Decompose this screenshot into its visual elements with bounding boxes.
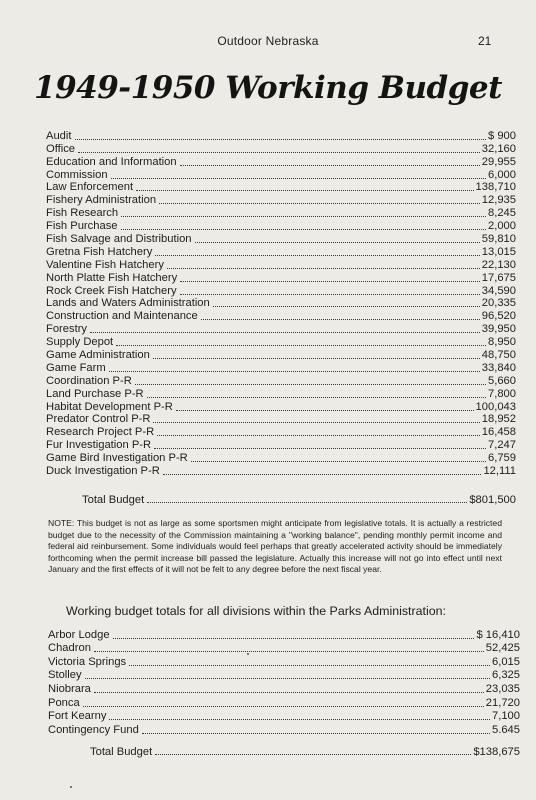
dot-leader (167, 267, 480, 269)
budget-row-label: Land Purchase P-R (46, 387, 144, 400)
dot-leader (121, 228, 486, 230)
budget-row-label: Game Administration (46, 349, 150, 362)
budget-row (46, 156, 516, 169)
budget-row-value: 48,750 (481, 349, 516, 362)
dot-leader (155, 254, 479, 256)
budget-row-label: Game Farm (46, 361, 106, 374)
budget-row-value: 17,675 (481, 271, 516, 284)
budget-row (46, 336, 516, 349)
parks-row-value: 52,425 (485, 642, 520, 655)
parks-row (48, 669, 520, 683)
budget-row-value: 5,660 (488, 374, 516, 387)
budget-row (46, 414, 516, 427)
budget-row-value: 13,015 (481, 245, 516, 258)
budget-row-value: 7,247 (488, 439, 516, 452)
budget-row-label: Law Enforcement (46, 181, 134, 194)
dot-leader (142, 732, 490, 734)
dot-leader (176, 409, 474, 411)
parks-row-value: $ 16,410 (476, 628, 520, 641)
parks-row-value: 23,035 (485, 682, 520, 695)
budget-total-label: Total Budget (82, 494, 145, 506)
dot-leader (154, 447, 486, 449)
dot-leader (159, 202, 480, 204)
dot-leader (116, 344, 486, 346)
budget-row-value: 18,952 (481, 413, 516, 426)
dot-leader (135, 383, 486, 385)
parks-row-label: Contingency Fund (48, 723, 139, 736)
budget-row (46, 194, 516, 207)
parks-row (48, 696, 520, 710)
parks-row-label: Arbor Lodge (48, 628, 110, 641)
budget-row (46, 143, 516, 156)
page-number: 21 (478, 34, 492, 48)
parks-row-label: Niobrara (48, 682, 91, 695)
parks-row-value: 5.645 (492, 723, 520, 736)
dot-leader (155, 754, 471, 755)
parks-row (48, 628, 520, 642)
budget-row-value: 59,810 (481, 233, 516, 246)
dot-leader (109, 718, 490, 720)
dot-leader (121, 215, 486, 217)
budget-row-label: Valentine Fish Hatchery (46, 258, 164, 271)
parks-row (48, 710, 520, 724)
budget-row-value: 12,935 (481, 194, 516, 207)
budget-row-label: Construction and Maintenance (46, 310, 198, 323)
parks-row-label: Chadron (48, 642, 91, 655)
budget-row-value: 20,335 (481, 297, 516, 310)
budget-row-label: Forestry (46, 323, 88, 336)
budget-row-value: 100,043 (475, 400, 516, 413)
parks-row-value: 6,325 (492, 669, 520, 682)
dot-leader (113, 637, 475, 639)
budget-row (46, 375, 516, 388)
budget-row-value: 16,458 (481, 426, 516, 439)
budget-row (46, 246, 516, 259)
budget-row-value: 29,955 (481, 155, 516, 168)
dot-leader (153, 357, 480, 359)
budget-row (46, 233, 516, 246)
dot-leader (147, 396, 486, 398)
budget-row (46, 207, 516, 220)
dot-leader (129, 664, 490, 666)
parks-total-value: $138,675 (473, 746, 520, 758)
parks-row-label: Victoria Springs (48, 655, 127, 668)
budget-row-label: Fish Salvage and Distribution (46, 233, 192, 246)
budget-row-value: 33,840 (481, 361, 516, 374)
dot-leader (90, 331, 480, 333)
budget-row (46, 220, 516, 233)
dot-leader (75, 138, 487, 140)
dot-leader (201, 318, 480, 320)
dot-leader (157, 434, 480, 436)
budget-row-label: Fish Research (46, 207, 119, 220)
dot-leader (78, 151, 480, 153)
budget-row-value: 6,759 (488, 452, 516, 465)
print-speck (247, 653, 249, 655)
budget-row-value: 22,130 (481, 258, 516, 271)
budget-row-value: 34,590 (481, 284, 516, 297)
budget-row (46, 182, 516, 195)
budget-row-label: Audit (46, 129, 72, 142)
dot-leader (94, 650, 484, 652)
budget-row-value: 7,800 (488, 387, 516, 400)
budget-row (46, 349, 516, 362)
parks-row-label: Fort Kearny (48, 710, 107, 723)
parks-row-label: Ponca (48, 696, 80, 709)
budget-row (46, 452, 516, 465)
budget-row-label: Commission (46, 168, 108, 181)
budget-row-label: Rock Creek Fish Hatchery (46, 284, 177, 297)
budget-row (46, 388, 516, 401)
page-title: 1949-1950 Working Budget (34, 70, 502, 106)
budget-row (46, 259, 516, 272)
budget-row-label: Habitat Development P-R (46, 400, 173, 413)
budget-row-value: 8,950 (488, 336, 516, 349)
dot-leader (136, 189, 473, 191)
dot-leader (147, 502, 467, 503)
budget-row (46, 362, 516, 375)
budget-row-value: 12,111 (483, 465, 516, 478)
budget-row (46, 426, 516, 439)
budget-row (46, 272, 516, 285)
budget-row (46, 130, 516, 143)
budget-row-value: 138,710 (475, 181, 516, 194)
budget-row-label: Duck Investigation P-R (46, 465, 160, 478)
parks-row (48, 655, 520, 669)
budget-row-label: Research Project P-R (46, 426, 155, 439)
budget-row-value: 6,000 (488, 168, 516, 181)
budget-row-value: $ 900 (488, 129, 516, 142)
budget-row-label: Fish Purchase (46, 220, 118, 233)
parks-total-label: Total Budget (90, 746, 153, 758)
budget-row-label: Coordination P-R (46, 374, 132, 387)
budget-row-value: 8,245 (488, 207, 516, 220)
budget-row-value: 96,520 (481, 310, 516, 323)
budget-row-label: Fur Investigation P-R (46, 439, 152, 452)
parks-total-row (90, 744, 520, 758)
budget-row (46, 323, 516, 336)
page-header (0, 34, 536, 50)
parks-row-label: Stolley (48, 669, 82, 682)
budget-row-label: Fishery Administration (46, 194, 157, 207)
budget-row (46, 401, 516, 414)
budget-list (46, 130, 516, 478)
dot-leader (109, 370, 480, 372)
budget-note: NOTE: This budget is not as large as some sportsmen might anticipate from legislative totals. It is actually a restricted budget due to the necessity of the Commission maintaining a "working balance", pending monthly permit income and federal aid reinbursement. Some individuals would feel perhaps that greatly accelerated activity should be immediately forthcoming when the permit increase bill passed the legislature. Actually this increase will not go into effect until next January and the first effects of it will not be felt to any degree before the next fiscal year. (48, 518, 502, 575)
budget-row-label: Gretna Fish Hatchery (46, 245, 153, 258)
print-speck (70, 786, 72, 788)
budget-row (46, 169, 516, 182)
parks-row-value: 7,100 (492, 710, 520, 723)
budget-row (46, 439, 516, 452)
budget-row-label: Supply Depot (46, 336, 114, 349)
dot-leader (180, 164, 480, 166)
budget-row-label: Office (46, 142, 76, 155)
parks-row-value: 6,015 (492, 655, 520, 668)
budget-row-label: North Platte Fish Hatchery (46, 271, 178, 284)
dot-leader (180, 293, 480, 295)
parks-row (48, 723, 520, 737)
dot-leader (195, 241, 480, 243)
parks-list (48, 628, 520, 737)
dot-leader (180, 280, 480, 282)
budget-row (46, 465, 516, 478)
parks-row (48, 682, 520, 696)
budget-row-value: 39,950 (481, 323, 516, 336)
dot-leader (111, 177, 486, 179)
budget-row-label: Game Bird Investigation P-R (46, 452, 188, 465)
budget-row-value: 2,000 (488, 220, 516, 233)
parks-heading: Working budget totals for all divisions within the Parks Administration: (66, 604, 446, 618)
dot-leader (85, 677, 490, 679)
parks-row (48, 642, 520, 656)
running-title: Outdoor Nebraska (217, 34, 319, 48)
budget-row-label: Predator Control P-R (46, 413, 151, 426)
dot-leader (191, 460, 486, 462)
budget-total-row (82, 492, 516, 506)
dot-leader (83, 705, 484, 707)
budget-row (46, 298, 516, 311)
budget-total-value: $801,500 (469, 494, 516, 506)
budget-row-label: Lands and Waters Administration (46, 297, 210, 310)
budget-row-value: 32,160 (481, 142, 516, 155)
dot-leader (94, 691, 484, 693)
parks-row-value: 21,720 (485, 696, 520, 709)
dot-leader (213, 305, 480, 307)
dot-leader (163, 473, 482, 475)
budget-row (46, 310, 516, 323)
budget-row (46, 285, 516, 298)
budget-row-label: Education and Information (46, 155, 177, 168)
dot-leader (153, 421, 479, 423)
